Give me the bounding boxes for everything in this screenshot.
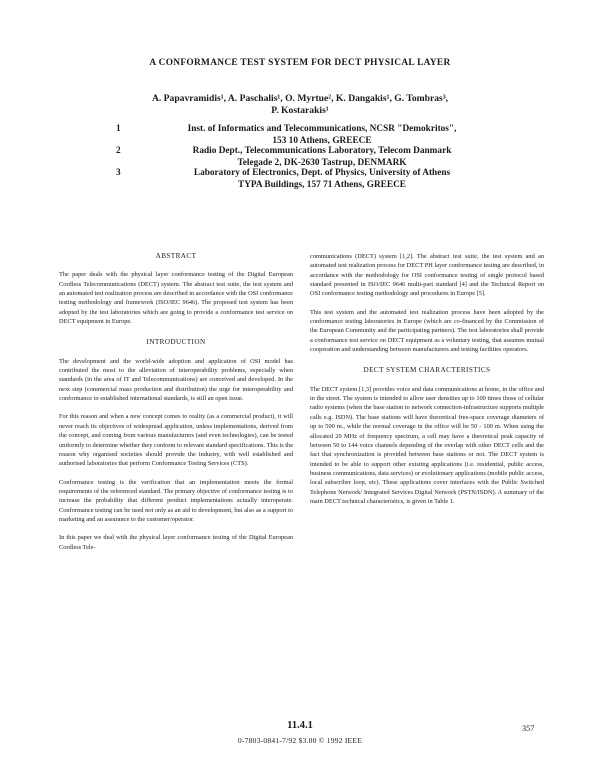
- body-paragraph: The DECT system [1,3] provides voice and data communications at home, in the office and in the street. The system is intended to allow user densities up to 100 times those of cellular radio systems (when the base station to network connection-infrastructure supports multiple calls e.g. ISDN). The base stations will have theoretical free-space coverage diameters of up to 500 m., while the normal coverage in the office will be 50 - 100 m. When using the allocated 20 MHz of frequency spectrum, a cell may have a theoretical peak capacity of between 50 to 144 voice channels depending of the overlap with other DECT cells and the fact that synchronization is provided between base stations or not. The DECT system is intended to be able to support other existing applications (i.e. residential, public access, business communications, data services) or evolutionary applications (mobile public access, local subscriber loop, etc). These applications cover interfaces with the Public Switched Telephone Network/ Integrated Services Digital Network (PSTN/ISDN). A summary of the main DECT technical characteristics, is given in Table 1.: [310, 385, 544, 505]
- body-paragraph: Conformance testing is the verification that an implementation meets the formal requirements of the referenced standard. The primary objective of conformance testing is to increase the probability that different product implementations actually interoperate. Conformance testing can be used not only as an aid to development, but also as a support to marketing and an assurance to the customer/operator.: [59, 478, 293, 523]
- section-number: 11.4.1: [287, 720, 313, 731]
- body-paragraph: communications (DECT) system [1,2]. The abstract test suite, the test system and an automated test realization process for DECT PH layer conformance testing are described, in accordance with the methodology for OSI conformance testing of single protocol based standard presented in ISO/IEC 9646 multi-part standard [4] and the Technical Report on OSI conformance testing methodology and procedures in Europe [5].: [310, 253, 544, 298]
- author-line: P. Kostarakis¹: [271, 105, 329, 116]
- affiliation-line: Telegade 2, DK-2630 Tastrup, DENMARK: [237, 157, 407, 168]
- author-line: A. Papavramidis¹, A. Paschalis¹, O. Myrtue², K. Dangakis¹, G. Tombras³,: [151, 93, 449, 104]
- affiliation-number: 3: [116, 168, 121, 178]
- section-heading-introduction: INTRODUCTION: [146, 338, 206, 347]
- section-heading-abstract: ABSTRACT: [155, 252, 197, 260]
- affiliation-line: 153 10 Athens, GREECE: [272, 135, 372, 146]
- right-column: [310, 252, 544, 515]
- abstract-paragraph: The paper deals with the physical layer conformance testing of the Digital European Cordless Telecommunications (DECT) system. The abstract test suite, the test system and an automated test realization process are described in accordance with the OSI conformance testing methodology and framework (ISO/IEC 9646). The proposed test system has been adopted by the test laboratories which are going to provide a conformance test service on DECT equipment in Europe.: [59, 271, 293, 326]
- affiliation-3: [116, 168, 500, 192]
- section-heading-dect-characteristics: DECT SYSTEM CHARACTERISTICS: [363, 366, 491, 375]
- affiliation-line: TYPA Buildings, 157 71 Athens, GREECE: [238, 179, 406, 190]
- affiliation-line: Laboratory of Electronics, Dept. of Physics, University of Athens: [193, 168, 451, 178]
- page-number: 357: [522, 724, 535, 733]
- affiliation-number: 1: [116, 124, 121, 134]
- affiliation-line: Radio Dept., Telecommunications Laboratory, Telecom Danmark: [192, 146, 452, 156]
- affiliation-number: 2: [116, 146, 121, 156]
- body-paragraph: This test system and the automated test realization process have been adopted by the conformance testing laboratories in Europe (which are co-financed by the Commission of the European Community and the participating partners). The test laboratories shall provide a conformance test service on DECT equipment as a voluntary testing, that assumes mutual cooperation and understanding between manufacturers and testing facilities operators.: [310, 308, 544, 354]
- left-column: [59, 252, 293, 561]
- paper-title: A CONFORMANCE TEST SYSTEM FOR DECT PHYSICAL LAYER: [149, 58, 451, 68]
- body-paragraph: For this reason and when a new concept comes to reality (as a commercial product), it will never reach its objectives of widespread application, unless implementations, derived from the concept, and coming from various manufacturers (and even technologies), can be tested uniformly to determine whether they conform to relevant standard specifications. This is the reason why organised societies should provide the industry, with well established and authorised laboratories that perform Conformance Testing Services (CTS).: [59, 413, 294, 468]
- author-list: [90, 93, 510, 117]
- copyright-line: 0-7803-0841-7/92 $3.00 © 1992 IEEE: [237, 736, 363, 745]
- affiliation-line: Inst. of Informatics and Telecommunications, NCSR "Demokritos",: [187, 124, 457, 134]
- affiliation-1: [116, 124, 500, 148]
- affiliation-2: [116, 146, 500, 170]
- body-paragraph: The development and the world-wide adoption and application of OSI model has contributed the most to the alleviation of interoperability problems, especially when standards (in the area of IT and Telecommunications) are conceived and developed. In the next step (commercial mass production and distribution) the urge for interoperability and conformance to established international standards, is still an open issue.: [59, 357, 293, 403]
- body-paragraph: In this paper we deal with the physical layer conformance testing of the Digital European Cordless Tele-: [59, 534, 293, 551]
